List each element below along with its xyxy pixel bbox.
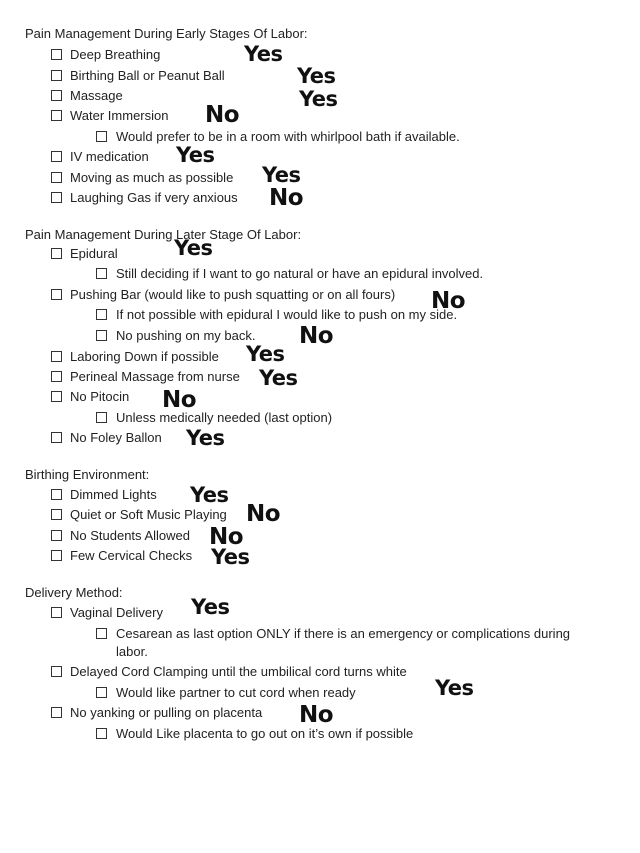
sub-item-label: Would prefer to be in a room with whirlpool bath if available. — [116, 129, 460, 144]
checkbox[interactable] — [51, 90, 62, 101]
checkbox[interactable] — [51, 151, 62, 162]
checkbox[interactable] — [96, 412, 107, 423]
item-label: Deep Breathing — [70, 47, 161, 62]
handwritten-answer: No — [299, 323, 334, 349]
checkbox[interactable] — [51, 192, 62, 203]
checkbox[interactable] — [51, 550, 62, 561]
handwritten-answer: No — [431, 288, 466, 314]
checkbox[interactable] — [51, 351, 62, 362]
item-label: Quiet or Soft Music Playing — [70, 507, 227, 522]
checkbox[interactable] — [96, 309, 107, 320]
handwritten-answer: No — [209, 524, 244, 550]
sub-item-label: Would like partner to cut cord when ready — [116, 685, 356, 700]
item-label: Birthing Ball or Peanut Ball — [70, 68, 225, 83]
item-label: Epidural — [70, 246, 118, 261]
item-label: IV medication — [70, 149, 149, 164]
section-heading: Delivery Method: — [25, 585, 123, 600]
item-label: No Pitocin — [70, 389, 130, 404]
handwritten-answer: Yes — [191, 595, 230, 619]
sub-item-label: Still deciding if I want to go natural or have an epidural involved. — [116, 266, 484, 281]
handwritten-answer: Yes — [435, 676, 474, 700]
handwritten-answer: Yes — [186, 426, 225, 450]
sub-item-label: Would Like placenta to go out on it’s own if possible — [116, 726, 414, 741]
handwritten-answer: No — [246, 501, 281, 527]
item-label: Pushing Bar (would like to push squatting or on all fours) — [70, 287, 396, 302]
handwritten-answer: No — [205, 102, 240, 128]
item-label: Laboring Down if possible — [70, 349, 219, 364]
checkbox[interactable] — [51, 172, 62, 183]
checkbox[interactable] — [96, 628, 107, 639]
handwritten-answer: Yes — [211, 545, 250, 569]
checkbox[interactable] — [51, 489, 62, 500]
checkbox[interactable] — [51, 707, 62, 718]
section-heading: Pain Management During Early Stages Of Labor: — [25, 26, 308, 41]
section-heading: Pain Management During Later Stage Of Labor: — [25, 227, 302, 242]
item-label: Delayed Cord Clamping until the umbilical cord turns white — [70, 664, 407, 679]
item-label: Water Immersion — [70, 108, 169, 123]
checkbox[interactable] — [51, 432, 62, 443]
checkbox[interactable] — [96, 131, 107, 142]
sub-item-label: No pushing on my back. — [116, 328, 256, 343]
checkbox[interactable] — [51, 248, 62, 259]
item-label: Few Cervical Checks — [70, 548, 193, 563]
handwritten-answer: Yes — [174, 236, 213, 260]
checkbox[interactable] — [96, 728, 107, 739]
item-label: Moving as much as possible — [70, 170, 234, 185]
item-label: Vaginal Delivery — [70, 605, 163, 620]
sub-item-label-continued: labor. — [116, 644, 148, 659]
checkbox[interactable] — [96, 330, 107, 341]
item-label: Laughing Gas if very anxious — [70, 190, 238, 205]
sub-item-label: If not possible with epidural I would like to push on my side. — [116, 307, 458, 322]
item-label: Dimmed Lights — [70, 487, 157, 502]
handwritten-answer: No — [162, 387, 197, 413]
handwritten-answer: Yes — [176, 143, 215, 167]
item-label: Massage — [70, 88, 123, 103]
item-label: No Students Allowed — [70, 528, 190, 543]
checkbox[interactable] — [51, 530, 62, 541]
handwritten-answer: Yes — [259, 366, 298, 390]
handwritten-answer: Yes — [262, 163, 301, 187]
checkbox[interactable] — [51, 666, 62, 677]
section-heading: Birthing Environment: — [25, 467, 150, 482]
sub-item-label: Cesarean as last option ONLY if there is an emergency or complications during — [116, 626, 571, 641]
checkbox[interactable] — [51, 607, 62, 618]
item-label: No Foley Ballon — [70, 430, 162, 445]
handwritten-answer: No — [299, 702, 334, 728]
checkbox[interactable] — [51, 391, 62, 402]
handwritten-answer: Yes — [297, 64, 336, 88]
handwritten-answer: Yes — [299, 87, 338, 111]
checkbox[interactable] — [51, 110, 62, 121]
item-label: Perineal Massage from nurse — [70, 369, 240, 384]
checkbox[interactable] — [51, 371, 62, 382]
checkbox[interactable] — [51, 289, 62, 300]
checkbox[interactable] — [96, 687, 107, 698]
checkbox[interactable] — [96, 268, 107, 279]
item-label: No yanking or pulling on placenta — [70, 705, 263, 720]
checkbox[interactable] — [51, 49, 62, 60]
handwritten-answer: No — [269, 185, 304, 211]
handwritten-answer: Yes — [244, 42, 283, 66]
sub-item-label: Unless medically needed (last option) — [116, 410, 333, 425]
checkbox[interactable] — [51, 70, 62, 81]
handwritten-answer: Yes — [246, 342, 285, 366]
handwritten-answer: Yes — [190, 483, 229, 507]
checkbox[interactable] — [51, 509, 62, 520]
